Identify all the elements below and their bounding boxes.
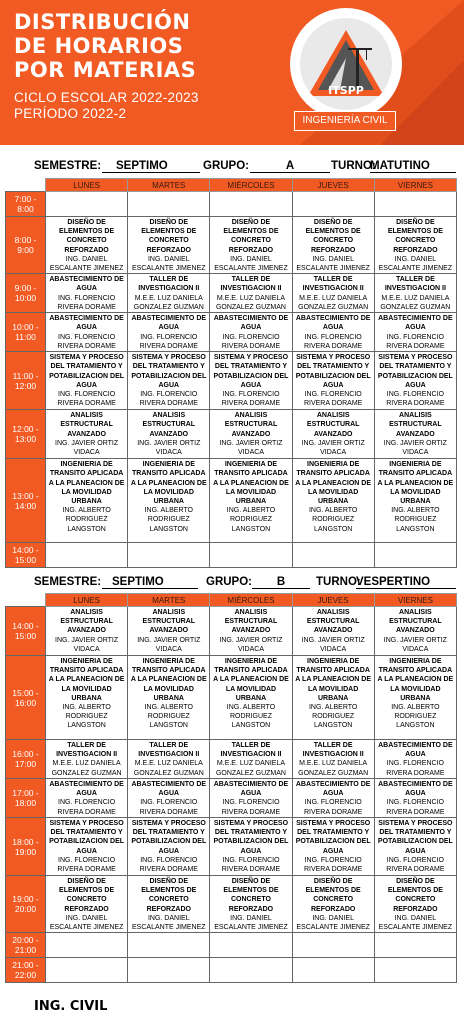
teacher-name: ING. DANIEL ESCALANTE JIMENEZ <box>214 255 288 273</box>
subject-name: INGENIERIA DE TRANSITO APLICADA A LA PLANEACION DE LA MOVILIDAD URBANA <box>48 461 125 506</box>
schedule-table-b <box>5 593 457 983</box>
class-cell <box>210 933 292 958</box>
subject-name: ABASTECIMIENTO DE AGUA <box>49 315 124 332</box>
teacher-name: ING. JAVIER ORTIZ VIDACA <box>383 636 447 653</box>
time-slot-row <box>6 876 457 933</box>
teacher-name: ING. ALBERTO RODRIGUEZ LANGSTON <box>226 507 276 533</box>
subject-name: ANALISIS ESTRUCTURAL AVANZADO <box>142 609 196 635</box>
class-cell <box>46 543 128 568</box>
teacher-name: M.E.E. LUZ DANIELA GONZALEZ GUZMAN <box>215 294 286 311</box>
class-cell <box>46 607 128 656</box>
teacher-name: ING. DANIEL ESCALANTE JIMENEZ <box>49 255 124 273</box>
teacher-name: ING. FLORENCIO RIVERA DORAME <box>139 856 198 874</box>
class-cell <box>292 543 374 568</box>
teacher-name: M.E.E. LUZ DANIELA GONZALEZ GUZMAN <box>215 760 286 777</box>
subject-name: TALLER DE INVESTIGACION II <box>220 276 282 293</box>
schedule-a-header <box>0 160 464 174</box>
subject-name: TALLER DE INVESTIGACION II <box>56 742 118 759</box>
teacher-name: M.E.E. LUZ DANIELA GONZALEZ GUZMAN <box>298 294 369 311</box>
class-cell <box>210 656 292 740</box>
time-slot-label: 14:00 - 15:00 <box>6 607 46 656</box>
header-banner <box>0 0 464 145</box>
time-slot-row <box>6 656 457 740</box>
subject-name: DISEÑO DE ELEMENTOS DE CONCRETO REFORZADO <box>141 878 197 913</box>
class-cell <box>46 958 128 983</box>
subject-name: DISEÑO DE ELEMENTOS DE CONCRETO REFORZADO <box>387 219 443 254</box>
subject-name: INGENIERIA DE TRANSITO APLICADA A LA PLANEACION DE LA MOVILIDAD URBANA <box>295 658 372 702</box>
subject-name: ABASTECIMIENTO DE AGUA <box>378 781 453 798</box>
class-cell <box>210 459 292 543</box>
teacher-name: ING. FLORENCIO RIVERA DORAME <box>57 391 116 408</box>
semester-value: SEPTIMO <box>102 160 200 173</box>
class-cell <box>46 352 128 410</box>
class-cell <box>374 274 456 313</box>
day-header: MIÉRCOLES <box>210 594 292 607</box>
time-slot-row <box>6 543 457 568</box>
class-cell <box>128 933 210 958</box>
class-cell <box>210 740 292 779</box>
time-slot-label: 17:00 - 18:00 <box>6 779 46 818</box>
class-cell <box>374 192 456 217</box>
subject-name: ANALISIS ESTRUCTURAL AVANZADO <box>389 609 442 635</box>
teacher-name: ING. JAVIER ORTIZ VIDACA <box>301 439 365 457</box>
subject-name: ABASTECIMIENTO DE AGUA <box>378 742 453 759</box>
time-slot-label: 8:00 - 9:00 <box>6 217 46 274</box>
cycle-text: CICLO ESCOLAR 2022-2023 <box>14 90 199 105</box>
teacher-name: ING. FLORENCIO RIVERA DORAME <box>57 294 116 311</box>
time-slot-label: 9:00 - 10:00 <box>6 274 46 313</box>
schedule-table-a <box>5 178 457 568</box>
class-cell <box>128 543 210 568</box>
subject-name: SISTEMA Y PROCESO DEL TRATAMIENTO Y POTABILIZACION DEL AGUA <box>377 354 453 389</box>
subject-name: DISEÑO DE ELEMENTOS DE CONCRETO REFORZADO <box>305 878 361 913</box>
subject-name: DISEÑO DE ELEMENTOS DE CONCRETO REFORZADO <box>223 878 279 913</box>
subject-name: TALLER DE INVESTIGACION II <box>138 276 200 293</box>
footer <box>0 995 464 1024</box>
class-cell <box>292 274 374 313</box>
teacher-name: ING. FLORENCIO RIVERA DORAME <box>139 799 198 816</box>
teacher-name: ING. JAVIER ORTIZ VIDACA <box>137 636 201 653</box>
subject-name: SISTEMA Y PROCESO DEL TRATAMIENTO Y POTABILIZACION DEL AGUA <box>131 354 207 389</box>
days-header-row <box>6 179 457 192</box>
class-cell <box>46 274 128 313</box>
teacher-name: ING. FLORENCIO RIVERA DORAME <box>221 799 281 816</box>
subject-name: INGENIERIA DE TRANSITO APLICADA A LA PLANEACION DE LA MOVILIDAD URBANA <box>130 658 207 702</box>
class-cell <box>128 607 210 656</box>
subject-name: ABASTECIMIENTO DE AGUA <box>213 781 289 798</box>
subject-name: INGENIERIA DE TRANSITO APLICADA A LA PLANEACION DE LA MOVILIDAD URBANA <box>377 658 454 702</box>
subject-name: ANALISIS ESTRUCTURAL AVANZADO <box>142 412 196 438</box>
class-cell <box>292 958 374 983</box>
subject-name: ABASTECIMIENTO DE AGUA <box>49 781 124 798</box>
class-cell <box>374 313 456 352</box>
footer-text: ING. CIVIL <box>34 999 108 1014</box>
teacher-name: ING. DANIEL ESCALANTE JIMENEZ <box>296 914 370 932</box>
teacher-name: M.E.E. LUZ DANIELA GONZALEZ GUZMAN <box>380 294 451 311</box>
class-cell <box>46 410 128 459</box>
class-cell <box>46 192 128 217</box>
class-cell <box>128 459 210 543</box>
subject-name: SISTEMA Y PROCESO DEL TRATAMIENTO Y POTABILIZACION DEL AGUA <box>213 820 289 855</box>
day-header: LUNES <box>46 179 128 192</box>
group-value: A <box>250 160 330 173</box>
subject-name: TALLER DE INVESTIGACION II <box>384 276 446 293</box>
class-cell <box>46 933 128 958</box>
turn-value: MATUTINO <box>370 160 456 173</box>
teacher-name: ING. JAVIER ORTIZ VIDACA <box>55 636 119 653</box>
subject-name: ABASTECIMIENTO DE AGUA <box>49 276 124 293</box>
time-slot-label: 16:00 - 17:00 <box>6 740 46 779</box>
time-slot-row <box>6 274 457 313</box>
time-slot-label: 15:00 - 16:00 <box>6 656 46 740</box>
class-cell <box>128 274 210 313</box>
logo-text: ITSPP <box>328 84 364 97</box>
class-cell <box>46 217 128 274</box>
teacher-name: ING. DANIEL ESCALANTE JIMENEZ <box>378 255 453 273</box>
class-cell <box>210 876 292 933</box>
teacher-name: ING. FLORENCIO RIVERA DORAME <box>57 799 116 816</box>
time-slot-row <box>6 779 457 818</box>
subject-name: INGENIERIA DE TRANSITO APLICADA A LA PLANEACION DE LA MOVILIDAD URBANA <box>48 658 125 702</box>
teacher-name: ING. FLORENCIO RIVERA DORAME <box>386 856 445 874</box>
teacher-name: ING. FLORENCIO RIVERA DORAME <box>57 333 116 350</box>
teacher-name: ING. JAVIER ORTIZ VIDACA <box>55 439 119 457</box>
teacher-name: ING. FLORENCIO RIVERA DORAME <box>221 391 281 408</box>
time-slot-row <box>6 958 457 983</box>
class-cell <box>128 958 210 983</box>
class-cell <box>374 410 456 459</box>
subject-name: SISTEMA Y PROCESO DEL TRATAMIENTO Y POTABILIZACION DEL AGUA <box>295 820 371 855</box>
class-cell <box>374 933 456 958</box>
class-cell <box>374 818 456 876</box>
class-cell <box>128 352 210 410</box>
subject-name: ABASTECIMIENTO DE AGUA <box>295 781 371 798</box>
teacher-name: ING. FLORENCIO RIVERA DORAME <box>386 391 445 408</box>
page-title: DISTRIBUCIÓN DE HORARIOS POR MATERIAS <box>14 10 197 82</box>
subject-name: ANALISIS ESTRUCTURAL AVANZADO <box>306 412 360 438</box>
teacher-name: ING. FLORENCIO RIVERA DORAME <box>139 391 198 408</box>
subject-name: TALLER DE INVESTIGACION II <box>138 742 200 759</box>
subject-name: ABASTECIMIENTO DE AGUA <box>131 315 207 332</box>
class-cell <box>374 779 456 818</box>
schedule-b-header <box>0 576 464 590</box>
class-cell <box>210 958 292 983</box>
subject-name: TALLER DE INVESTIGACION II <box>220 742 282 759</box>
class-cell <box>46 779 128 818</box>
teacher-name: ING. FLORENCIO RIVERA DORAME <box>57 856 116 874</box>
turn-value: VESPERTINO <box>356 576 456 589</box>
day-header: VIERNES <box>374 594 456 607</box>
subject-name: TALLER DE INVESTIGACION II <box>302 276 364 293</box>
teacher-name: ING. DANIEL ESCALANTE JIMENEZ <box>378 914 453 932</box>
class-cell <box>292 352 374 410</box>
time-slot-row <box>6 459 457 543</box>
class-cell <box>374 876 456 933</box>
teacher-name: ING. FLORENCIO RIVERA DORAME <box>303 391 363 408</box>
subject-name: INGENIERIA DE TRANSITO APLICADA A LA PLANEACION DE LA MOVILIDAD URBANA <box>377 461 454 506</box>
day-header: MARTES <box>128 594 210 607</box>
class-cell <box>292 410 374 459</box>
group-label: GRUPO: <box>203 160 249 172</box>
day-header: MARTES <box>128 179 210 192</box>
class-cell <box>292 656 374 740</box>
day-header: MIÉRCOLES <box>210 179 292 192</box>
class-cell <box>46 818 128 876</box>
teacher-name: ING. FLORENCIO RIVERA DORAME <box>386 760 445 777</box>
subject-name: INGENIERIA DE TRANSITO APLICADA A LA PLANEACION DE LA MOVILIDAD URBANA <box>130 461 207 506</box>
teacher-name: M.E.E. LUZ DANIELA GONZALEZ GUZMAN <box>298 760 369 777</box>
teacher-name: ING. ALBERTO RODRIGUEZ LANGSTON <box>62 704 111 730</box>
class-cell <box>128 313 210 352</box>
class-cell <box>210 217 292 274</box>
class-cell <box>128 876 210 933</box>
teacher-name: ING. JAVIER ORTIZ VIDACA <box>301 636 365 653</box>
semester-label: SEMESTRE: <box>34 576 102 588</box>
subject-name: SISTEMA Y PROCESO DEL TRATAMIENTO Y POTABILIZACION DEL AGUA <box>131 820 207 855</box>
class-cell <box>128 818 210 876</box>
subject-name: ANALISIS ESTRUCTURAL AVANZADO <box>60 412 113 438</box>
class-cell <box>292 818 374 876</box>
time-slot-row <box>6 933 457 958</box>
class-cell <box>374 352 456 410</box>
teacher-name: ING. FLORENCIO RIVERA DORAME <box>303 799 363 816</box>
teacher-name: ING. ALBERTO RODRIGUEZ LANGSTON <box>62 507 111 533</box>
career-badge: INGENIERÍA CIVIL <box>294 111 396 131</box>
class-cell <box>292 933 374 958</box>
class-cell <box>374 656 456 740</box>
subject-name: DISEÑO DE ELEMENTOS DE CONCRETO REFORZADO <box>59 878 115 913</box>
class-cell <box>210 779 292 818</box>
teacher-name: ING. DANIEL ESCALANTE JIMENEZ <box>132 255 206 273</box>
class-cell <box>210 313 292 352</box>
teacher-name: ING. JAVIER ORTIZ VIDACA <box>383 439 447 457</box>
subject-name: ANALISIS ESTRUCTURAL AVANZADO <box>224 412 278 438</box>
day-header: JUEVES <box>292 594 374 607</box>
school-logo <box>290 8 402 138</box>
subject-name: INGENIERIA DE TRANSITO APLICADA A LA PLANEACION DE LA MOVILIDAD URBANA <box>295 461 372 506</box>
class-cell <box>46 459 128 543</box>
class-cell <box>374 217 456 274</box>
teacher-name: ING. FLORENCIO RIVERA DORAME <box>303 856 363 874</box>
group-label: GRUPO: <box>206 576 252 588</box>
subject-name: SISTEMA Y PROCESO DEL TRATAMIENTO Y POTABILIZACION DEL AGUA <box>213 354 289 389</box>
teacher-name: ING. ALBERTO RODRIGUEZ LANGSTON <box>391 507 440 533</box>
class-cell <box>374 740 456 779</box>
teacher-name: ING. DANIEL ESCALANTE JIMENEZ <box>214 914 288 932</box>
subject-name: ANALISIS ESTRUCTURAL AVANZADO <box>306 609 360 635</box>
time-slot-row <box>6 740 457 779</box>
time-slot-row <box>6 818 457 876</box>
subject-name: ABASTECIMIENTO DE AGUA <box>131 781 207 798</box>
class-cell <box>128 410 210 459</box>
teacher-name: ING. ALBERTO RODRIGUEZ LANGSTON <box>144 507 193 533</box>
class-cell <box>210 274 292 313</box>
teacher-name: ING. FLORENCIO RIVERA DORAME <box>386 333 445 350</box>
time-slot-label: 21:00 - 22:00 <box>6 958 46 983</box>
time-slot-row <box>6 217 457 274</box>
teacher-name: ING. JAVIER ORTIZ VIDACA <box>219 636 283 653</box>
class-cell <box>46 313 128 352</box>
class-cell <box>292 217 374 274</box>
class-cell <box>292 313 374 352</box>
teacher-name: ING. FLORENCIO RIVERA DORAME <box>221 856 281 874</box>
subject-name: TALLER DE INVESTIGACION II <box>302 742 364 759</box>
subject-name: SISTEMA Y PROCESO DEL TRATAMIENTO Y POTABILIZACION DEL AGUA <box>49 820 125 855</box>
teacher-name: M.E.E. LUZ DANIELA GONZALEZ GUZMAN <box>133 760 204 777</box>
day-header: LUNES <box>46 594 128 607</box>
time-slot-label: 14:00 - 15:00 <box>6 543 46 568</box>
class-cell <box>292 192 374 217</box>
class-cell <box>374 607 456 656</box>
class-cell <box>128 192 210 217</box>
class-cell <box>128 779 210 818</box>
teacher-name: M.E.E. LUZ DANIELA GONZALEZ GUZMAN <box>51 760 122 777</box>
teacher-name: ING. FLORENCIO RIVERA DORAME <box>139 333 198 350</box>
subject-name: DISEÑO DE ELEMENTOS DE CONCRETO REFORZADO <box>387 878 443 913</box>
class-cell <box>292 876 374 933</box>
class-cell <box>210 543 292 568</box>
time-slot-row <box>6 352 457 410</box>
class-cell <box>292 459 374 543</box>
subject-name: SISTEMA Y PROCESO DEL TRATAMIENTO Y POTABILIZACION DEL AGUA <box>295 354 371 389</box>
days-header-row <box>6 594 457 607</box>
class-cell <box>374 543 456 568</box>
teacher-name: ING. ALBERTO RODRIGUEZ LANGSTON <box>226 704 276 730</box>
time-slot-label: 20:00 - 21:00 <box>6 933 46 958</box>
subject-name: ABASTECIMIENTO DE AGUA <box>378 315 453 332</box>
semester-value: SEPTIMO <box>102 576 198 589</box>
turn-label: TURNO: <box>331 160 376 172</box>
semester-label: SEMESTRE: <box>34 160 102 172</box>
class-cell <box>292 740 374 779</box>
class-cell <box>128 217 210 274</box>
class-cell <box>374 958 456 983</box>
class-cell <box>46 740 128 779</box>
subject-name: DISEÑO DE ELEMENTOS DE CONCRETO REFORZADO <box>223 219 279 254</box>
time-slot-label: 7:00 - 8:00 <box>6 192 46 217</box>
teacher-name: ING. ALBERTO RODRIGUEZ LANGSTON <box>308 704 358 730</box>
turn-label: TURNO: <box>316 576 361 588</box>
subject-name: DISEÑO DE ELEMENTOS DE CONCRETO REFORZADO <box>141 219 197 254</box>
period-text: PERÍODO 2022-2 <box>14 106 127 121</box>
teacher-name: ING. ALBERTO RODRIGUEZ LANGSTON <box>308 507 358 533</box>
teacher-name: ING. FLORENCIO RIVERA DORAME <box>303 333 363 350</box>
subject-name: ABASTECIMIENTO DE AGUA <box>213 315 289 332</box>
time-slot-label: 19:00 - 20:00 <box>6 876 46 933</box>
subject-name: INGENIERIA DE TRANSITO APLICADA A LA PLANEACION DE LA MOVILIDAD URBANA <box>213 658 289 702</box>
class-cell <box>210 352 292 410</box>
teacher-name: ING. DANIEL ESCALANTE JIMENEZ <box>296 255 370 273</box>
class-cell <box>46 656 128 740</box>
class-cell <box>374 459 456 543</box>
time-slot-label: 10:00 - 11:00 <box>6 313 46 352</box>
class-cell <box>46 876 128 933</box>
day-header: VIERNES <box>374 179 456 192</box>
teacher-name: ING. ALBERTO RODRIGUEZ LANGSTON <box>391 704 440 730</box>
subject-name: ANALISIS ESTRUCTURAL AVANZADO <box>389 412 442 438</box>
subject-name: INGENIERIA DE TRANSITO APLICADA A LA PLANEACION DE LA MOVILIDAD URBANA <box>213 461 289 506</box>
teacher-name: ING. FLORENCIO RIVERA DORAME <box>386 799 445 816</box>
group-value: B <box>252 576 310 589</box>
class-cell <box>292 779 374 818</box>
teacher-name: M.E.E. LUZ DANIELA GONZALEZ GUZMAN <box>133 294 204 311</box>
time-slot-row <box>6 410 457 459</box>
subject-name: DISEÑO DE ELEMENTOS DE CONCRETO REFORZADO <box>59 219 115 254</box>
subject-name: ABASTECIMIENTO DE AGUA <box>295 315 371 332</box>
time-slot-row <box>6 607 457 656</box>
subject-name: SISTEMA Y PROCESO DEL TRATAMIENTO Y POTABILIZACION DEL AGUA <box>49 354 125 389</box>
time-slot-label: 18:00 - 19:00 <box>6 818 46 876</box>
teacher-name: ING. FLORENCIO RIVERA DORAME <box>221 333 281 350</box>
teacher-name: ING. ALBERTO RODRIGUEZ LANGSTON <box>144 704 193 730</box>
time-slot-label: 12:00 - 13:00 <box>6 410 46 459</box>
time-slot-row <box>6 192 457 217</box>
class-cell <box>210 192 292 217</box>
time-slot-label: 13:00 - 14:00 <box>6 459 46 543</box>
time-slot-row <box>6 313 457 352</box>
day-header: JUEVES <box>292 179 374 192</box>
class-cell <box>210 410 292 459</box>
subject-name: ANALISIS ESTRUCTURAL AVANZADO <box>224 609 278 635</box>
teacher-name: ING. JAVIER ORTIZ VIDACA <box>219 439 283 457</box>
subject-name: SISTEMA Y PROCESO DEL TRATAMIENTO Y POTABILIZACION DEL AGUA <box>377 820 453 855</box>
class-cell <box>210 607 292 656</box>
teacher-name: ING. JAVIER ORTIZ VIDACA <box>137 439 201 457</box>
cycle-period <box>14 90 199 122</box>
class-cell <box>292 607 374 656</box>
class-cell <box>128 740 210 779</box>
class-cell <box>128 656 210 740</box>
teacher-name: ING. DANIEL ESCALANTE JIMENEZ <box>49 914 124 932</box>
time-slot-label: 11:00 - 12:00 <box>6 352 46 410</box>
class-cell <box>210 818 292 876</box>
subject-name: ANALISIS ESTRUCTURAL AVANZADO <box>60 609 113 635</box>
teacher-name: ING. DANIEL ESCALANTE JIMENEZ <box>132 914 206 932</box>
subject-name: DISEÑO DE ELEMENTOS DE CONCRETO REFORZADO <box>305 219 361 254</box>
